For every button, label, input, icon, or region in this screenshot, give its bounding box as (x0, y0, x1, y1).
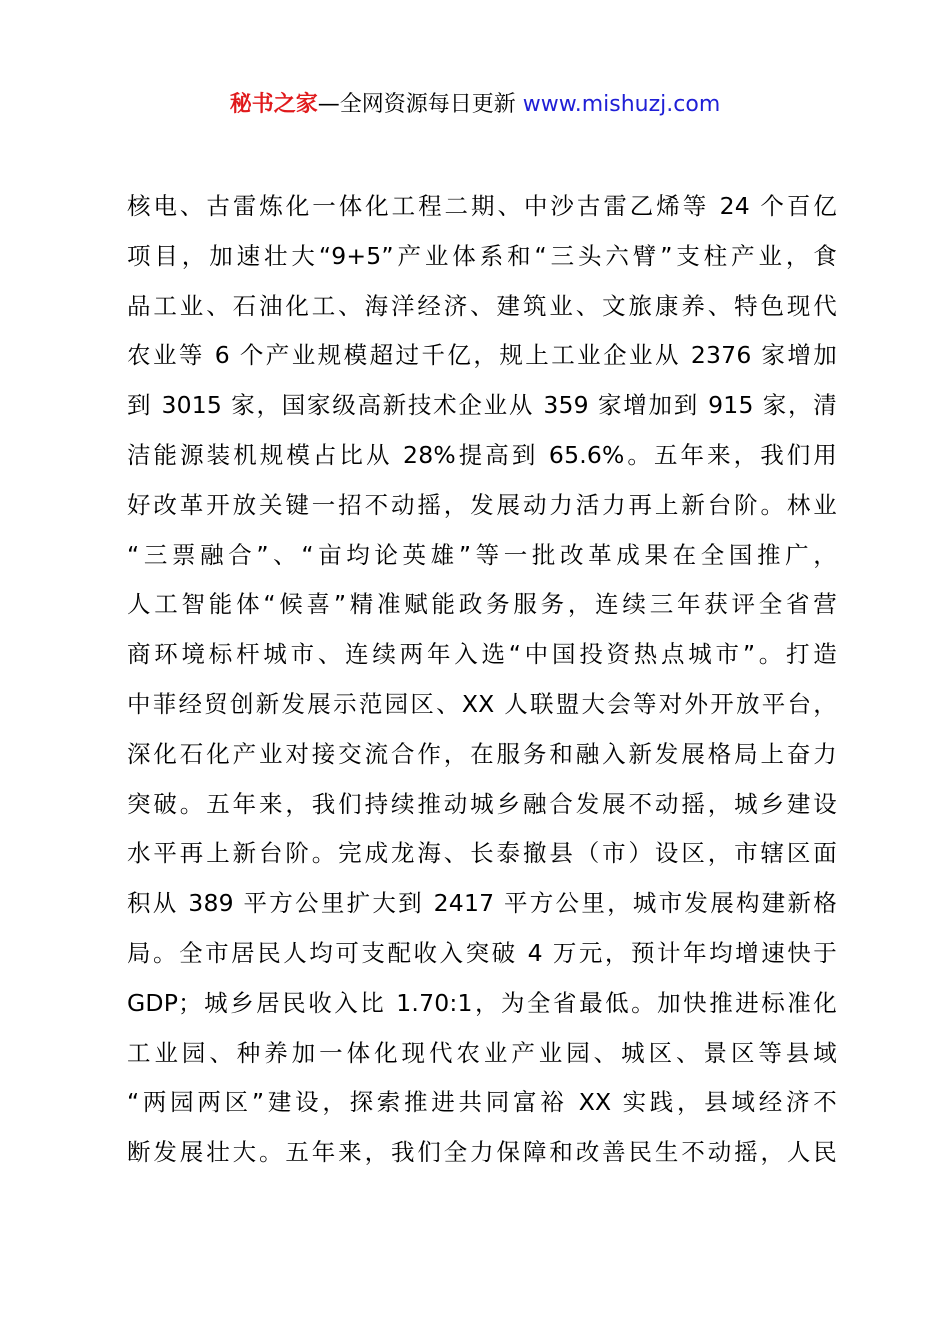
text-line: 断发展壮大。五年来，我们全力保障和改善民生不动摇，人民 (127, 1138, 837, 1167)
text-line: 工业园、种养加一体化现代农业产业园、城区、景区等县域 (127, 1038, 837, 1067)
header-tagline: —全网资源每日更新 (317, 92, 516, 117)
page-header (0, 88, 950, 122)
text-line: GDP；城乡居民收入比 1.70:1，为全省最低。加快推进标准化 (127, 988, 837, 1017)
document-body (127, 182, 837, 1178)
website-link[interactable]: www.mishuzj.com (522, 92, 721, 117)
text-line: 品工业、石油化工、海洋经济、建筑业、文旅康养、特色现代 (127, 291, 837, 320)
text-line: 到 3015 家，国家级高新技术企业从 359 家增加到 915 家，清 (127, 391, 837, 420)
text-line: 局。全市居民人均可支配收入突破 4 万元，预计年均增速快于 (127, 938, 837, 967)
text-line: 中菲经贸创新发展示范园区、XX 人联盟大会等对外开放平台， (127, 689, 837, 718)
text-line: 好改革开放关键一招不动摇，发展动力活力再上新台阶。林业 (127, 490, 837, 519)
text-line: 积从 389 平方公里扩大到 2417 平方公里，城市发展构建新格 (127, 889, 837, 918)
text-line: 洁能源装机规模占比从 28%提高到 65.6%。五年来，我们用 (127, 440, 837, 469)
text-line: “三票融合”、“亩均论英雄”等一批改革成果在全国推广， (127, 540, 837, 569)
text-line: 核电、古雷炼化一体化工程二期、中沙古雷乙烯等 24 个百亿 (127, 192, 837, 220)
text-line: 突破。五年来，我们持续推动城乡融合发展不动摇，城乡建设 (127, 789, 837, 818)
text-line: 农业等 6 个产业规模超过千亿，规上工业企业从 2376 家增加 (127, 341, 837, 370)
text-line: 项目，加速壮大“9+5”产业体系和“三头六臂”支柱产业，食 (127, 241, 837, 270)
text-line: 商环境标杆城市、连续两年入选“中国投资热点城市”。打造 (127, 640, 837, 669)
text-line: 深化石化产业对接交流合作，在服务和融入新发展格局上奋力 (127, 739, 837, 768)
text-line: 水平再上新台阶。完成龙海、长泰撤县（市）设区，市辖区面 (127, 839, 837, 868)
text-line: “两园两区”建设，探索推进共同富裕 XX 实践，县域经济不 (127, 1088, 837, 1117)
text-line: 人工智能体“候喜”精准赋能政务服务，连续三年获评全省营 (127, 590, 837, 619)
brand-name: 秘书之家 (229, 92, 318, 117)
